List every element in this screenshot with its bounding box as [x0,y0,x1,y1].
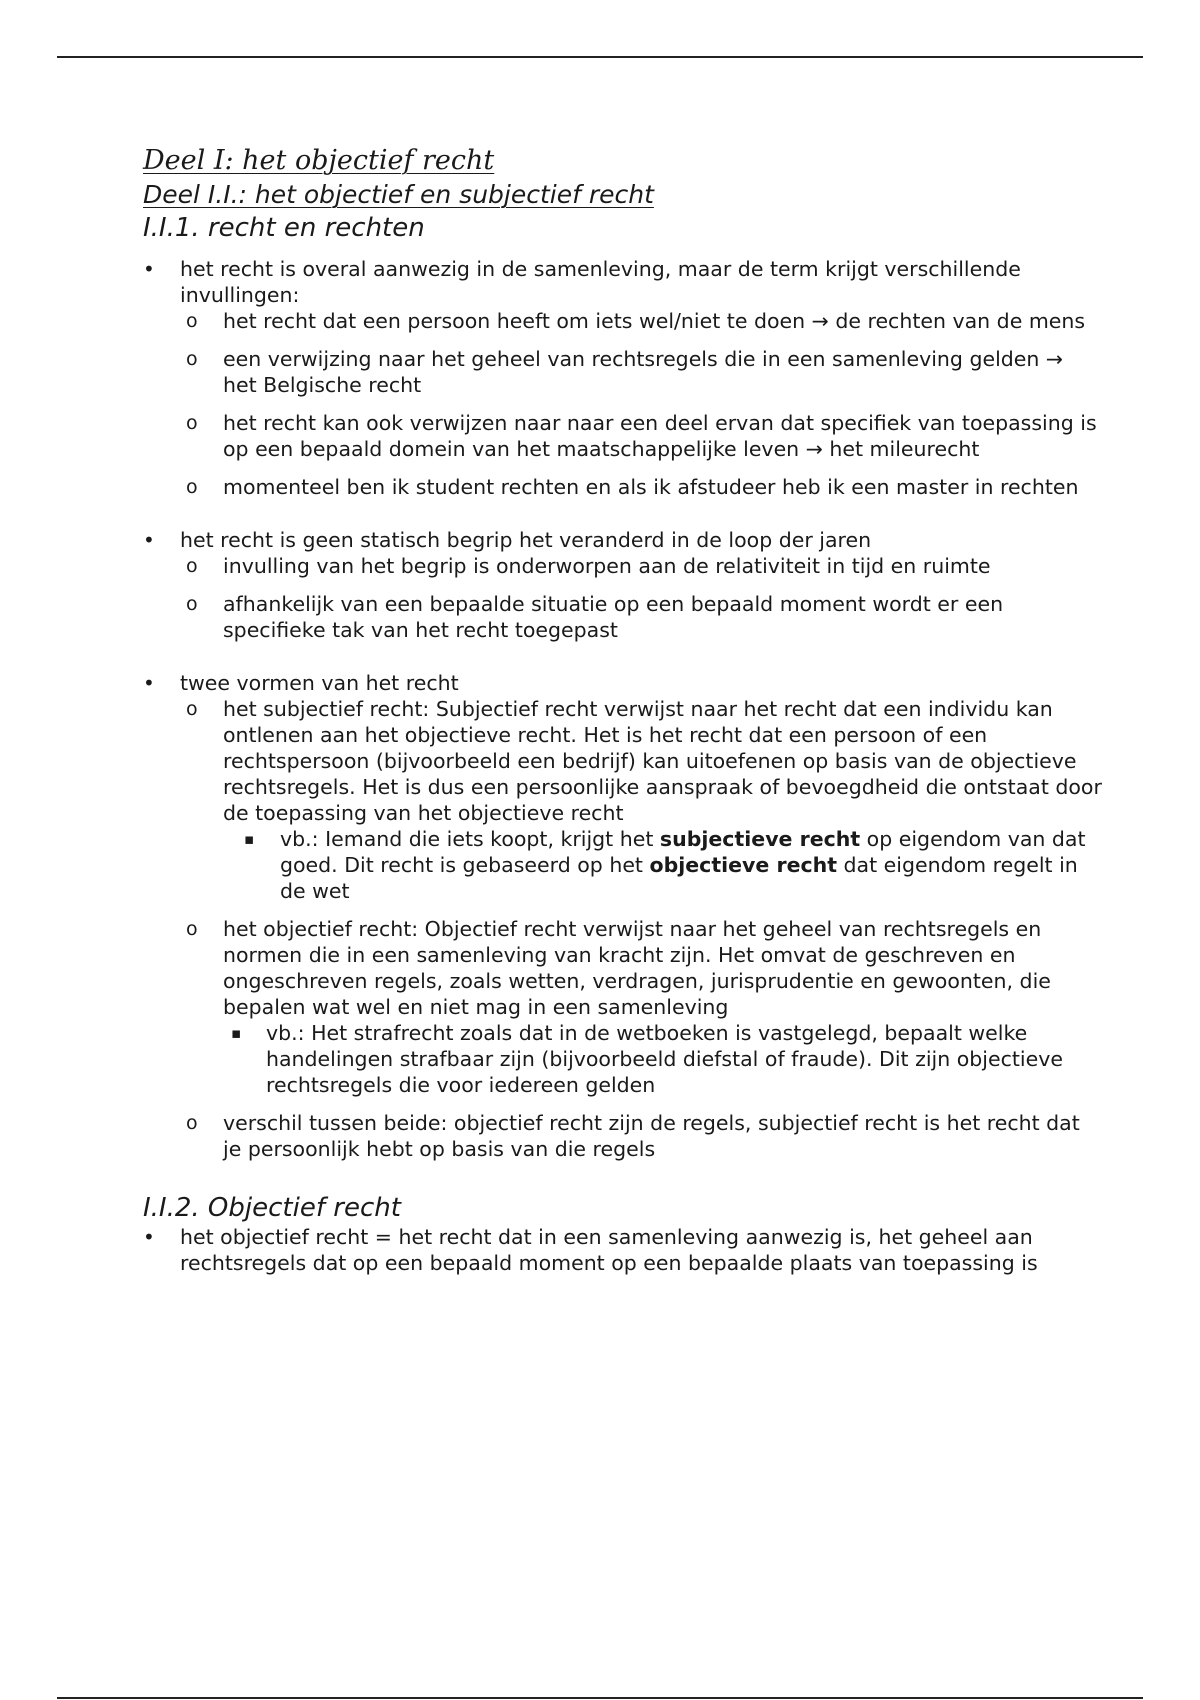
list-item-text: het recht is geen statisch begrip het veranderd in de loop der jaren [180,528,872,552]
sub-list-item-text: het objectief recht: Objectief recht verwijst naar het geheel van rechtsregels en normen die in een samenleving van kracht zijn. Het omvat de geschreven en ongeschreven regels, zoals wetten, verdragen, jurisprudentie en gewoonten, die bepalen wat wel en niet mag in een samenleving [223,917,1051,1019]
sub-list-item-text: invulling van het begrip is onderworpen aan de relativiteit in tijd en ruimte [223,554,991,578]
circle-marker: o [186,348,198,370]
square-marker: ▪ [244,830,255,848]
sub-list-item-text: een verwijzing naar het geheel van rechtsregels die in een samenleving gelden → het Belgische recht [223,347,1064,397]
example-bold-term: subjectieve recht [659,827,861,851]
square-marker: ▪ [231,1024,242,1042]
circle-marker: o [186,698,198,720]
sub-list-item [143,553,1103,579]
example-part: vb.: Iemand die iets koopt, krijgt het [280,827,660,851]
bullet-marker: • [143,528,155,552]
heading-section-1: I.I.1. recht en rechten [143,213,425,243]
sub-list-item [143,474,1103,500]
sub-list-item-text: het recht kan ook verwijzen naar naar een deel ervan dat specifiek van toepassing is op een bepaald domein van het maatschappelijke leven → het mileurecht [223,411,1097,461]
circle-marker: o [186,918,198,940]
example-item [143,1020,1103,1098]
sub-list-item-text: het subjectief recht: Subjectief recht verwijst naar het recht dat een individu kan ontlenen aan het objectieve recht. Het is het recht dat een persoon of een rechtspersoon (bijvoorbeeld een bedrijf) kan uitoefenen op basis van de objectieve rechtsregels. Het is dus een persoonlijke aanspraak of bevoegdheid die ontstaat door de toepassing van het objectieve recht [223,697,1102,825]
circle-marker: o [186,310,198,332]
heading-deel-1: Deel I: het objectief recht [143,145,495,176]
example-part: dat eigendom regelt in de wet [280,853,1078,903]
circle-marker: o [186,476,198,498]
list-item [143,527,1103,553]
bullet-marker: • [143,257,155,281]
circle-marker: o [186,593,198,615]
list-item [143,256,1103,308]
sub-list-item-text: het recht dat een persoon heeft om iets wel/niet te doen → de rechten van de mens [223,309,1086,333]
list-item-text: twee vormen van het recht [180,671,459,695]
sub-list-item-text: verschil tussen beide: objectief recht zijn de regels, subjectief recht is het recht dat je persoonlijk hebt op basis van die regels [223,1111,1080,1161]
heading-section-2: I.I.2. Objectief recht [143,1193,401,1223]
sub-list-item-text: momenteel ben ik student rechten en als ik afstudeer heb ik een master in rechten [223,475,1079,499]
sub-list-item [143,696,1103,826]
example-item [143,826,1103,904]
example-text: vb.: Het strafrecht zoals dat in de wetboeken is vastgelegd, bepaalt welke handelingen strafbaar zijn (bijvoorbeeld diefstal of fraude). Dit zijn objectieve rechtsregels die voor iedereen gelden [266,1021,1063,1097]
sub-list-item [143,916,1103,1020]
header-rule [57,56,1143,58]
document-body [143,144,1103,1276]
bullet-marker: • [143,671,155,695]
sub-list-item [143,410,1103,462]
example-bold-term: objectieve recht [649,853,838,877]
sub-list-item [143,346,1103,398]
sub-list-item [143,591,1103,643]
list-item [143,670,1103,696]
circle-marker: o [186,1112,198,1134]
sub-list-item [143,1110,1103,1162]
sub-list-item [143,308,1103,334]
footer-rule [57,1697,1143,1699]
heading-deel-1-1: Deel I.I.: het objectief en subjectief recht [143,180,654,209]
circle-marker: o [186,412,198,434]
list-item [143,1224,1103,1276]
list-item-text: het recht is overal aanwezig in de samenleving, maar de term krijgt verschillende invullingen: [180,257,1021,307]
circle-marker: o [186,555,198,577]
example-part: op eigendom van dat goed. Dit recht is gebaseerd op het [280,827,1086,877]
bullet-marker: • [143,1225,155,1249]
sub-list-item-text: afhankelijk van een bepaalde situatie op een bepaald moment wordt er een specifieke tak van het recht toegepast [223,592,1004,642]
list-item-text: het objectief recht = het recht dat in een samenleving aanwezig is, het geheel aan rechtsregels dat op een bepaald moment op een bepaalde plaats van toepassing is [180,1225,1038,1275]
